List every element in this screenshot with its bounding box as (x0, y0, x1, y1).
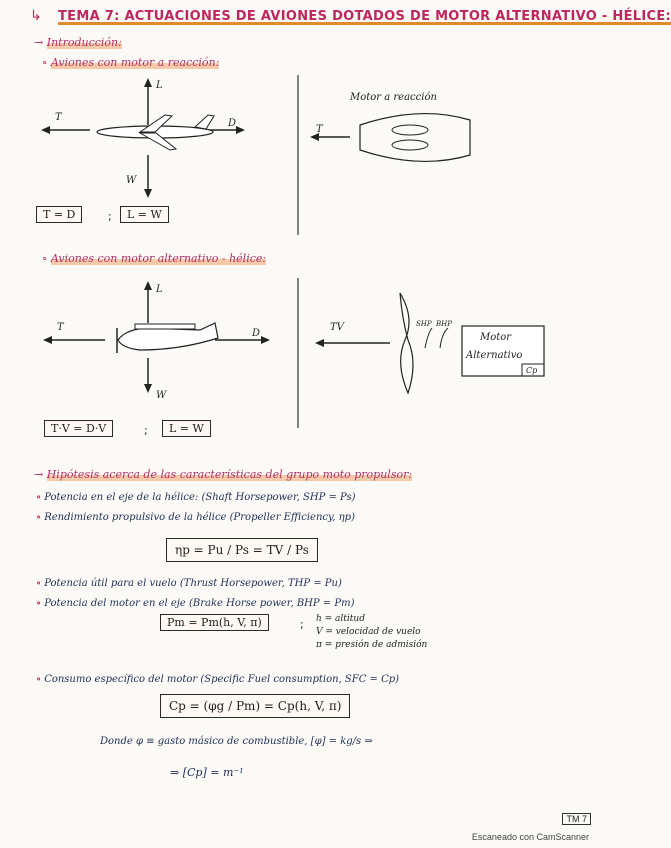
propeller (400, 293, 413, 393)
hypothesis-item: ∘ Potencia en el eje de la hélice: (Shaft Horsepower, SHP = Ps) (36, 492, 356, 503)
jet-heading-text: Aviones con motor a reacción: (50, 56, 220, 69)
prop-lift-label: L (156, 284, 163, 295)
motor-label-1: Motor (480, 332, 512, 343)
bullet-icon: ∘ (42, 252, 51, 265)
jet-heading (42, 56, 219, 69)
prop-thrust-label: T (57, 322, 64, 333)
footer-text: Escaneado con CamScanner (471, 832, 589, 842)
page-title: TEMA 7: ACTUACIONES DE AVIONES DOTADOS DE MOTOR ALTERNATIVO - HÉLICE: (58, 9, 671, 24)
prop-drag-label: D (252, 328, 261, 339)
pm-note-pressure: π = presión de admisión (316, 640, 428, 650)
prop-heading (42, 252, 266, 265)
bullet-icon: ∘ (42, 56, 51, 69)
hypothesis-item: ∘ Rendimiento propulsivo de la hélice (Propeller Efficiency, ηp) (36, 512, 355, 523)
separator: ; (144, 424, 148, 437)
jet-diagram (30, 75, 590, 240)
arrow-icon: → (34, 36, 44, 49)
prop-heading-text: Aviones con motor alternativo - hélice: (50, 252, 267, 265)
pm-note-altitude: h = altitud (316, 614, 365, 624)
title-arrow-icon: ↳ (30, 8, 42, 24)
tv-label: TV (330, 322, 344, 333)
jet-eq-thrust-drag: T = D (36, 206, 82, 223)
jet-drag-label: D (228, 118, 237, 129)
pm-note-velocity: V = velocidad de vuelo (316, 627, 421, 637)
engine-label: Motor a reacción (350, 92, 437, 103)
intro-heading (34, 36, 122, 49)
donde-text: Donde φ ≡ gasto másico de combustible, [φ] = kg/s ⇒ (100, 736, 373, 747)
jet-thrust-label: T (55, 112, 62, 123)
intro-label: Introducción: (46, 36, 122, 49)
arrow-icon: → (34, 468, 44, 481)
units-text: ⇒ [Cp] = m⁻¹ (170, 766, 244, 779)
shp-label: SHP (416, 320, 432, 328)
hypothesis-item: ∘ Potencia útil para el vuelo (Thrust Horsepower, THP = Pu) (36, 578, 342, 589)
separator: ; (300, 618, 304, 631)
page-tag: TM 7 (562, 813, 591, 825)
hypotheses-heading (34, 468, 412, 481)
engine-thrust-label: T (316, 124, 323, 135)
cp-formula: Cp = (φg / Pm) = Cp(h, V, π) (160, 694, 350, 718)
hypotheses-heading-text: Hipótesis acerca de las características del grupo moto propulsor: (46, 468, 413, 481)
jet-lift-label: L (156, 80, 163, 91)
hypothesis-item: ∘ Potencia del motor en el eje (Brake Horse power, BHP = Pm) (36, 598, 355, 609)
prop-eq-lift-weight: L = W (162, 420, 211, 437)
separator: ; (108, 210, 112, 223)
cp-label: Cp (526, 366, 538, 375)
prop-eq-power: T·V = D·V (44, 420, 113, 437)
eta-formula: ηp = Pu / Ps = TV / Ps (166, 538, 318, 562)
hypothesis-item: ∘ Consumo específico del motor (Specific Fuel consumption, SFC = Cp) (36, 674, 400, 685)
prop-weight-label: W (156, 390, 167, 401)
jet-weight-label: W (126, 175, 137, 186)
motor-label-2: Alternativo (466, 350, 523, 361)
bhp-label: BHP (436, 320, 452, 328)
pm-formula: Pm = Pm(h, V, π) (160, 614, 269, 631)
jet-eq-lift-weight: L = W (120, 206, 169, 223)
jet-engine (360, 114, 470, 162)
